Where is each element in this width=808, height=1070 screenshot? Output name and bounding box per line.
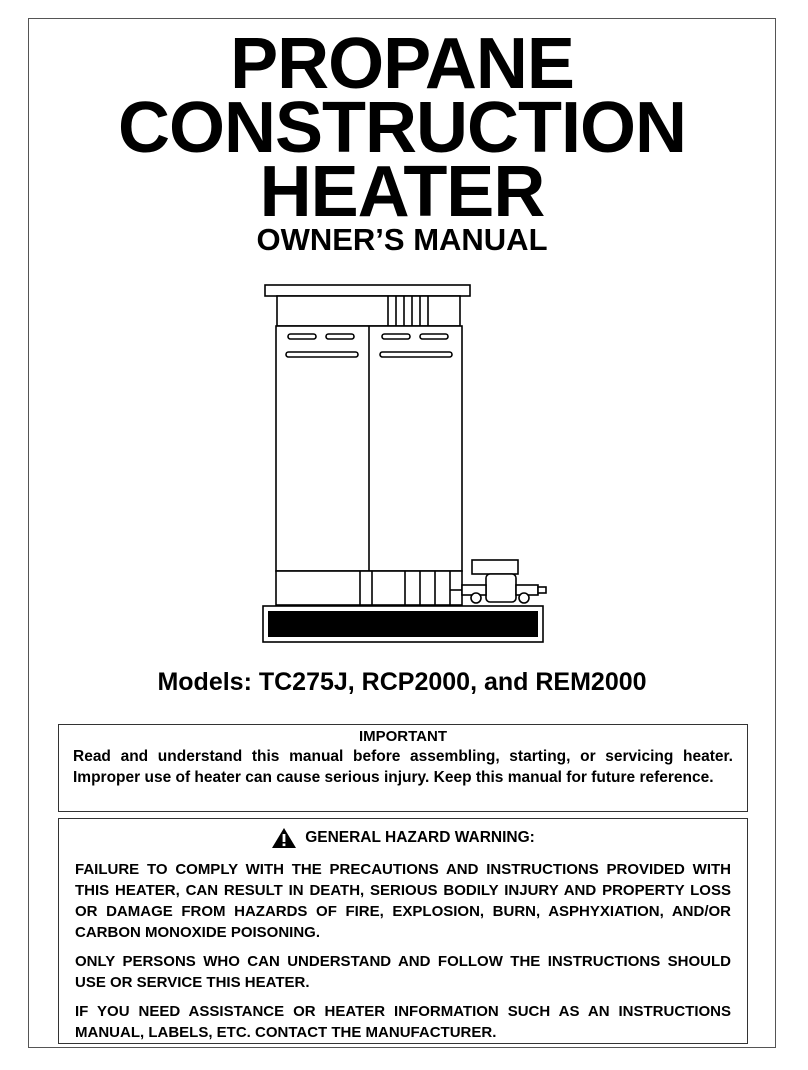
important-text: Read and understand this manual before assembling, starting, or servicing heater. Improper use of heater can cause serious injury. Keep this manual for future reference. [73, 748, 733, 786]
important-heading: IMPORTANT [358, 728, 448, 745]
hazard-paragraph-3: IF YOU NEED ASSISTANCE OR HEATER INFORMATION SUCH AS AN INSTRUCTIONS MANUAL, LABELS, ETC. CONTACT THE MANUFACTURER. [75, 1003, 731, 1041]
models-heading: Models: TC275J, RCP2000, and REM2000 [157, 668, 647, 696]
hazard-paragraph-2: ONLY PERSONS WHO CAN UNDERSTAND AND FOLLOW THE INSTRUCTIONS SHOULD USE OR SERVICE THIS HEATER. [75, 953, 731, 991]
document-subtitle: OWNER’S MANUAL [256, 222, 548, 257]
important-notice-box [58, 724, 748, 812]
warning-triangle-icon [271, 827, 297, 849]
hazard-heading-row [75, 827, 731, 849]
hazard-paragraph-1: FAILURE TO COMPLY WITH THE PRECAUTIONS AND INSTRUCTIONS PROVIDED WITH THIS HEATER, CAN RESULT IN DEATH, SERIOUS BODILY INJURY AND PROPERTY LOSS OR DAMAGE FROM HAZARDS OF FIRE, EXPLOSION, BURN, ASPHYXIATION, AND/OR CARBON MONOXIDE POISONING. [75, 861, 731, 941]
title-line-1: PROPANE [230, 24, 574, 104]
hazard-heading: GENERAL HAZARD WARNING: [305, 829, 535, 846]
document-title [28, 24, 776, 232]
title-line-2: CONSTRUCTION [118, 88, 686, 168]
title-line-3: HEATER [259, 152, 545, 232]
heater-illustration [260, 280, 550, 650]
hazard-warning-box [58, 818, 748, 1044]
